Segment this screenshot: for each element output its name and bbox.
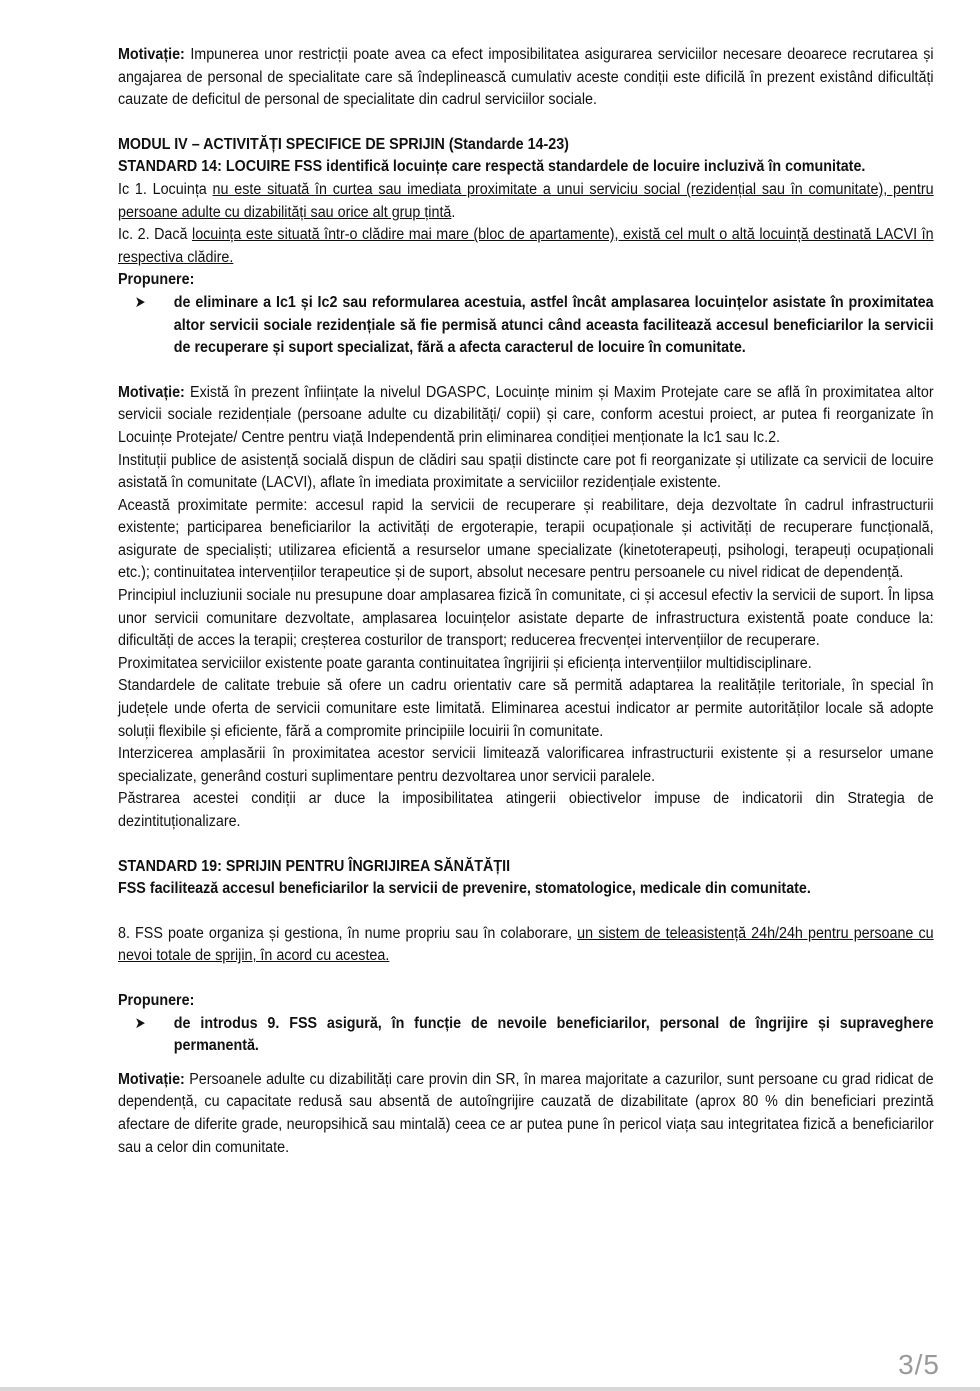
propunere-bullet-1	[135, 292, 934, 360]
ic1-underlined: nu este situată în curtea sau imediata proximitate a unui serviciu social (rezidențial sau în comunitate), pentru persoane adulte cu dizabilități sau orice alt grup țintă	[118, 180, 934, 221]
propunere-label-2: Propunere:	[118, 991, 195, 1009]
motivatie-label: Motivație:	[118, 46, 185, 63]
indicator-ic1	[118, 179, 934, 224]
body-paragraph: Păstrarea acestei condiții ar duce la imposibilitatea atingerii obiectivelor impuse de indicatorii din Strategia de dezintituționalizare.	[118, 790, 934, 830]
ic1-prefix: Ic 1. Locuința	[118, 180, 213, 198]
motivatie-paragraph-2	[118, 382, 934, 450]
standard-14-heading: STANDARD 14: LOCUIRE FSS identifică locuințe care respectă standardele de locuire incluzivă în comunitate.	[118, 158, 866, 176]
motivatie-text: Există în prezent înființate la nivelul DGASPC, Locuințe minim și Maxim Protejate care se află în proximitatea altor servicii sociale rezidențiale (persoane adulte cu dizabilități/ copii) și care, conform acestui proiect, ar putea fi reorganizate în Locuințe Protejate/ Centre pentru viață Independentă prin eliminarea condiției menționate la Ic1 sau Ic.2.	[118, 383, 934, 446]
page-bottom-edge	[0, 1387, 980, 1391]
motivatie-text: Persoanele adulte cu dizabilități care provin din SR, în marea majoritate a cazurilor, sunt persoane cu grad ridicat de dependență, cu capacitate redusă sau absentă de autoîngrijire cauzată de dizabilitate (aprox 80 % din beneficiari prezintă afectare de diferite grade, neuropsihică sau mintală) ceea ce ar putea pune în pericol viața sau integritatea fizică a beneficiarilor sau a celor din comunitate.	[118, 1070, 934, 1156]
item-8-underlined: un sistem de teleasistență 24h/24h pentru persoane cu nevoi totale de sprijin, în acord cu acestea.	[118, 924, 934, 965]
modul-title: MODUL IV – ACTIVITĂȚI SPECIFICE DE SPRIJIN (Standarde 14-23)	[118, 135, 569, 153]
body-paragraph: Standardele de calitate trebuie să ofere un cadru orientativ care să permită adaptarea la realitățile teritoriale, în special în județele unde oferta de servicii comunitare este limitată. Eliminarea acestui indicator ar permite autorităților locale să adopte soluții flexibile și eficiente, fără a compromite principiile locuirii în comunitate.	[118, 677, 934, 740]
arrow-bullet-icon: ➤	[134, 1014, 146, 1032]
propunere-label-1: Propunere:	[118, 271, 195, 289]
indicator-ic2	[118, 224, 934, 269]
motivatie-paragraph-1	[118, 44, 934, 112]
body-paragraph: Instituții publice de asistență socială dispun de clădiri sau spații distincte care pot fi reorganizate și utilizate ca servicii de locuire asistată în comunitate (LACVI), aflate în imediata proximitate a serviciilor rezidențiale existente.	[118, 451, 934, 492]
motivatie-label: Motivație:	[118, 1070, 185, 1088]
document-page	[118, 44, 934, 1159]
propunere-bullet-text: de introdus 9. FSS asigură, în funcție de nevoile beneficiarilor, personal de îngrijire și supraveghere permanentă.	[173, 1014, 934, 1055]
ic2-underlined: locuința este situată într-o clădire mai mare (bloc de apartamente), există cel mult o altă locuință destinată LACVI în respectiva clădire.	[118, 226, 934, 266]
standard-19-heading: STANDARD 19: SPRIJIN PENTRU ÎNGRIJIREA SĂNĂTĂȚII	[118, 857, 511, 875]
item-8-prefix: 8. FSS poate organiza și gestiona, în nume propriu sau în colaborare,	[118, 924, 578, 942]
motivatie-text: Impunerea unor restricții poate avea ca efect imposibilitatea asigurarea serviciilor necesare deoarece recrutarea și angajarea de personal de specialitate care să îndeplinească cumulativ aceste condiții este dificilă în prezent existând dificultăți cauzate de deficitul de personal de specialitate din cadrul serviciilor sociale.	[118, 46, 934, 109]
page-number: 3/5	[898, 1349, 940, 1380]
propunere-bullet-text: de eliminare a Ic1 și Ic2 sau reformularea acestuia, astfel încât amplasarea locuințelor asistate în proximitatea altor servicii sociale rezidențiale să fie permisă atunci când aceasta facilitează accesul beneficiarilor la servicii de recuperare și suport specializat, fără a afecta caracterul de locuire în comunitate.	[173, 293, 934, 357]
propunere-bullet-2	[135, 1013, 934, 1058]
arrow-bullet-icon: ➤	[134, 293, 146, 311]
ic1-suffix: .	[451, 203, 456, 221]
ic2-prefix: Ic. 2. Dacă	[118, 226, 193, 244]
motivatie-paragraph-3	[118, 1069, 934, 1159]
body-paragraph: Proximitatea serviciilor existente poate garanta continuitatea îngrijirii și eficiența intervențiilor multidisciplinare.	[118, 654, 812, 672]
body-paragraph: Această proximitate permite: accesul rapid la servicii de recuperare și reabilitare, deja dezvoltate în cadrul infrastructurii existente; participarea beneficiarilor la activități de ergoterapie, terapii ocupaționale și activități de recuperare funcțională, asigurate de specialiști; utilizarea eficientă a resurselor umane specializate (kinetoterapeuți, psihologi, terapeuți ocupaționali etc.); continuitatea intervențiilor terapeutice și de suport, absolut necesare pentru persoanele cu nivel ridicat de dependență.	[118, 496, 934, 582]
body-paragraph: Principiul incluziunii sociale nu presupune doar amplasarea fizică în comunitate, ci și accesul efectiv la servicii de suport. În lipsa unor servicii comunitare dezvoltate, amplasarea locuințelor asistate departe de infrastructura existentă poate conduce la: dificultăți de acces la terapii; creșterea costurilor de transport; reducerea frecvenței intervențiilor de recuperare.	[118, 587, 934, 650]
motivatie-label: Motivație:	[118, 383, 185, 401]
standard-19-subtitle: FSS facilitează accesul beneficiarilor la servicii de prevenire, stomatologice, medicale din comunitate.	[118, 880, 811, 898]
item-8	[118, 923, 934, 968]
body-paragraph: Interzicerea amplasării în proximitatea acestor servicii limitează valorificarea infrastructurii existente și a resurselor umane specializate, generând costuri suplimentare pentru dezvoltarea unor servicii paralele.	[118, 745, 934, 785]
